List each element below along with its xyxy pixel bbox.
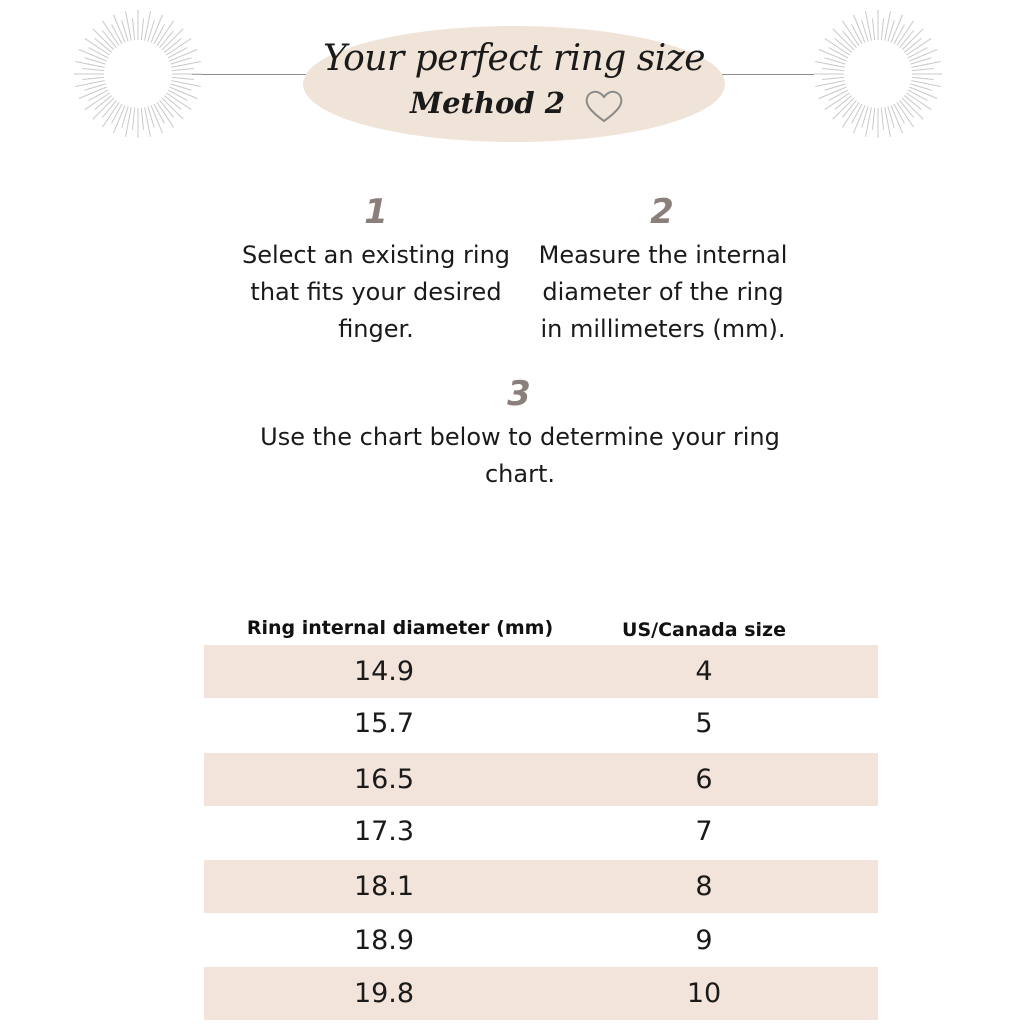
diameter-cell: 15.7 xyxy=(353,708,415,739)
table-row xyxy=(204,805,878,858)
diameter-cell: 18.9 xyxy=(353,925,415,956)
table-row xyxy=(204,967,878,1020)
column-header-size: US/Canada size xyxy=(622,619,786,641)
size-cell: 4 xyxy=(695,656,713,687)
step-2-number: 2 xyxy=(650,192,674,232)
page-title: Your perfect ring size xyxy=(322,38,706,79)
header-line-right xyxy=(722,74,814,75)
step-1-text: Select an existing ring that fits your desired finger. xyxy=(241,241,511,343)
diameter-cell: 18.1 xyxy=(353,871,415,902)
size-cell: 10 xyxy=(686,978,722,1009)
diameter-cell: 17.3 xyxy=(353,816,415,847)
size-cell: 9 xyxy=(695,925,713,956)
size-cell: 6 xyxy=(695,764,713,795)
header-line-left xyxy=(192,74,306,75)
table-row xyxy=(204,753,878,806)
size-cell: 5 xyxy=(695,708,713,739)
table-row xyxy=(204,860,878,913)
size-cell: 7 xyxy=(695,816,713,847)
heart-outline-icon xyxy=(584,88,624,124)
table-row xyxy=(204,697,878,750)
step-1-number: 1 xyxy=(364,192,388,232)
table-row xyxy=(204,645,878,698)
sunburst-icon xyxy=(72,8,204,140)
step-3-number: 3 xyxy=(507,374,531,414)
diameter-cell: 19.8 xyxy=(353,978,415,1009)
size-cell: 8 xyxy=(695,871,713,902)
column-header-diameter: Ring internal diameter (mm) xyxy=(246,617,554,639)
diameter-cell: 16.5 xyxy=(353,764,415,795)
page-subtitle: Method 2 xyxy=(410,86,565,120)
table-row xyxy=(204,914,878,967)
step-2-text: Measure the internal diameter of the ring in millimeters (mm). xyxy=(538,241,788,343)
diameter-cell: 14.9 xyxy=(353,656,415,687)
sunburst-icon xyxy=(812,8,944,140)
step-3-text: Use the chart below to determine your ring chart. xyxy=(260,423,780,488)
